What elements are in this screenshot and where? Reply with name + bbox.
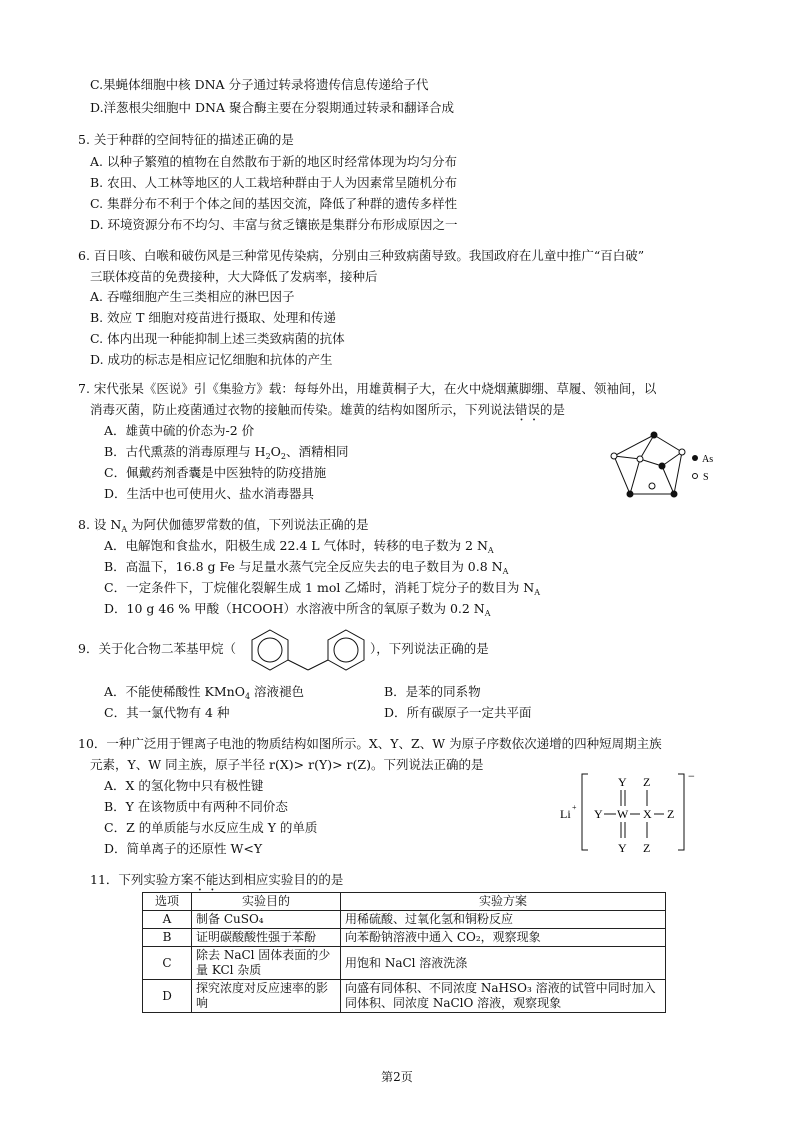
legend-as-label: As bbox=[702, 454, 714, 465]
q10-stem-line1: 10．一种广泛用于锂离子电池的物质结构如图所示。X、Y、Z、W 为原子序数依次递增的四种短周期主族 bbox=[78, 736, 662, 751]
page-number: 第2页 bbox=[381, 1070, 413, 1084]
experiment-table bbox=[142, 892, 666, 1013]
q4-option-c: C.果蝇体细胞中核 DNA 分子通过转录将遗传信息传递给子代 bbox=[90, 77, 429, 92]
q7-stem-line1: 7. 宋代张杲《医说》引《集验方》载：每每外出，用雄黄桐子大，在火中烧烟薰脚绷、草履、领袖间，以 bbox=[78, 381, 657, 396]
row-aim: 探究浓度对反应速率的影响 bbox=[192, 980, 341, 1013]
q5-stem: 5. 关于种群的空间特征的描述正确的是 bbox=[78, 132, 294, 147]
q9-option-d: D．所有碳原子一定共平面 bbox=[384, 705, 532, 720]
table-row bbox=[143, 929, 666, 947]
q6-option-a: A. 吞噬细胞产生三类相应的淋巴因子 bbox=[90, 289, 295, 304]
z-top: Z bbox=[643, 775, 651, 789]
header-option: 选项 bbox=[143, 893, 192, 911]
q10-stem-line2: 元素，Y、W 同主族，原子半径 r(X)> r(Y)> r(Z)。下列说法正确的是 bbox=[90, 757, 484, 772]
q8-option-c: C．一定条件下，丁烷催化裂解生成 1 mol 乙烯时，消耗丁烷分子的数目为 $N_A$ bbox=[104, 580, 541, 597]
table-row bbox=[143, 980, 666, 1013]
row-aim: 制备 CuSO₄ bbox=[192, 911, 341, 929]
q7-option-a: A．雄黄中硫的价态为-2 价 bbox=[104, 423, 255, 438]
q9-stem-post: ），下列说法正确的是 bbox=[370, 641, 489, 656]
q10-option-c: C．Z 的单质能与水反应生成 Y 的单质 bbox=[104, 820, 318, 835]
li-label: Li bbox=[560, 807, 571, 821]
header-plan: 实验方案 bbox=[341, 893, 666, 911]
z-bottom: Z bbox=[643, 841, 651, 855]
q9-option-b: B．是苯的同系物 bbox=[384, 684, 481, 699]
row-aim: 除去 NaCl 固体表面的少量 KCl 杂质 bbox=[192, 947, 341, 980]
q6-option-b: B. 效应 T 细胞对疫苗进行摄取、处理和传递 bbox=[90, 310, 336, 325]
header-aim: 实验目的 bbox=[192, 893, 341, 911]
row-option: B bbox=[143, 929, 192, 947]
anion-charge: − bbox=[688, 770, 695, 783]
y-left: Y bbox=[594, 807, 603, 821]
q11-emphasis: 不能 bbox=[193, 872, 219, 887]
y-top: Y bbox=[618, 775, 627, 789]
z-right: Z bbox=[667, 807, 675, 821]
legend-s-label: S bbox=[703, 472, 709, 483]
row-option: D bbox=[143, 980, 192, 1013]
row-plan: 向苯酚钠溶液中通入 CO₂，观察现象 bbox=[341, 929, 666, 947]
q11-stem: 11．下列实验方案不能达到相应实验目的的是 bbox=[90, 872, 344, 887]
q7-option-d: D．生活中也可使用火、盐水消毒器具 bbox=[104, 486, 315, 501]
q6-stem-line2: 三联体疫苗的免费接种，大大降低了发病率，接种后 bbox=[90, 269, 378, 284]
q8-stem: 8. 设 $N_A$ 为阿伏伽德罗常数的值，下列说法正确的是 bbox=[78, 517, 369, 534]
diphenylmethane-structure bbox=[248, 626, 370, 676]
q6-stem-line1: 6. 百日咳、白喉和破伤风是三种常见传染病，分别由三种致病菌导致。我国政府在儿童中推广“百白破” bbox=[78, 248, 645, 263]
q5-option-b: B. 农田、人工林等地区的人工栽培种群由于人为因素常呈随机分布 bbox=[90, 175, 458, 190]
table-row bbox=[143, 911, 666, 929]
q10-option-a: A．X 的氢化物中只有极性键 bbox=[104, 778, 264, 793]
y-bottom: Y bbox=[618, 841, 627, 855]
row-plan: 用稀硫酸、过氧化氢和铜粉反应 bbox=[341, 911, 666, 929]
q9-option-c: C．其一氯代物有 4 种 bbox=[104, 705, 230, 720]
q7-option-b: B．古代熏蒸的消毒原理与 $H_2O_2$、酒精相同 bbox=[104, 444, 349, 461]
q8-option-b: B．高温下，16.8 g Fe 与足量水蒸气完全反应失去的电子数目为 0.8 $N_A$ bbox=[104, 559, 509, 576]
w-center: W bbox=[617, 807, 629, 821]
q5-option-a: A. 以种子繁殖的植物在自然散布于新的地区时经常体现为均匀分布 bbox=[90, 154, 457, 169]
q7-emphasis: 错误 bbox=[515, 402, 541, 417]
lithium-salt-structure bbox=[558, 770, 708, 856]
table-header-row bbox=[143, 893, 666, 911]
q8-option-a: A．电解饱和食盐水，阳极生成 22.4 L 气体时，转移的电子数为 2 $N_A$ bbox=[104, 538, 494, 555]
row-plan: 用饱和 NaCl 溶液洗涤 bbox=[341, 947, 666, 980]
row-plan: 向盛有同体积、不同浓度 NaHSO₃ 溶液的试管中同时加入同体积、同浓度 NaClO 溶液，观察现象 bbox=[341, 980, 666, 1013]
row-aim: 证明碳酸酸性强于苯酚 bbox=[192, 929, 341, 947]
q7-option-c: C．佩戴药剂香囊是中医独特的防疫措施 bbox=[104, 465, 327, 480]
q9-option-a: A．不能使稀酸性 KMnO$_4$ 溶液褪色 bbox=[104, 684, 305, 701]
q9-stem-pre: 9．关于化合物二苯基甲烷（ bbox=[78, 641, 236, 656]
li-charge: + bbox=[572, 803, 577, 812]
x-center: X bbox=[643, 807, 652, 821]
q7-stem-line2: 消毒灭菌，防止疫菌通过衣物的接触而传染。雄黄的结构如图所示，下列说法错误的是 bbox=[90, 402, 566, 417]
table-row bbox=[143, 947, 666, 980]
row-option: A bbox=[143, 911, 192, 929]
q10-option-d: D．简单离子的还原性 W<Y bbox=[104, 841, 263, 856]
q10-option-b: B．Y 在该物质中有两种不同价态 bbox=[104, 799, 288, 814]
q8-option-d: D．10 g 46 % 甲酸（HCOOH）水溶液中所含的氧原子数为 0.2 $N_A$ bbox=[104, 601, 491, 618]
row-option: C bbox=[143, 947, 192, 980]
q5-option-c: C. 集群分布不利于个体之间的基因交流，降低了种群的遗传多样性 bbox=[90, 196, 458, 211]
realgar-structure-figure bbox=[600, 428, 730, 503]
q6-option-d: D. 成功的标志是相应记忆细胞和抗体的产生 bbox=[90, 352, 333, 367]
q6-option-c: C. 体内出现一种能抑制上述三类致病菌的抗体 bbox=[90, 331, 345, 346]
q5-option-d: D. 环境资源分布不均匀、丰富与贫乏镶嵌是集群分布形成原因之一 bbox=[90, 217, 458, 232]
q4-option-d: D.洋葱根尖细胞中 DNA 聚合酶主要在分裂期通过转录和翻译合成 bbox=[90, 100, 454, 115]
